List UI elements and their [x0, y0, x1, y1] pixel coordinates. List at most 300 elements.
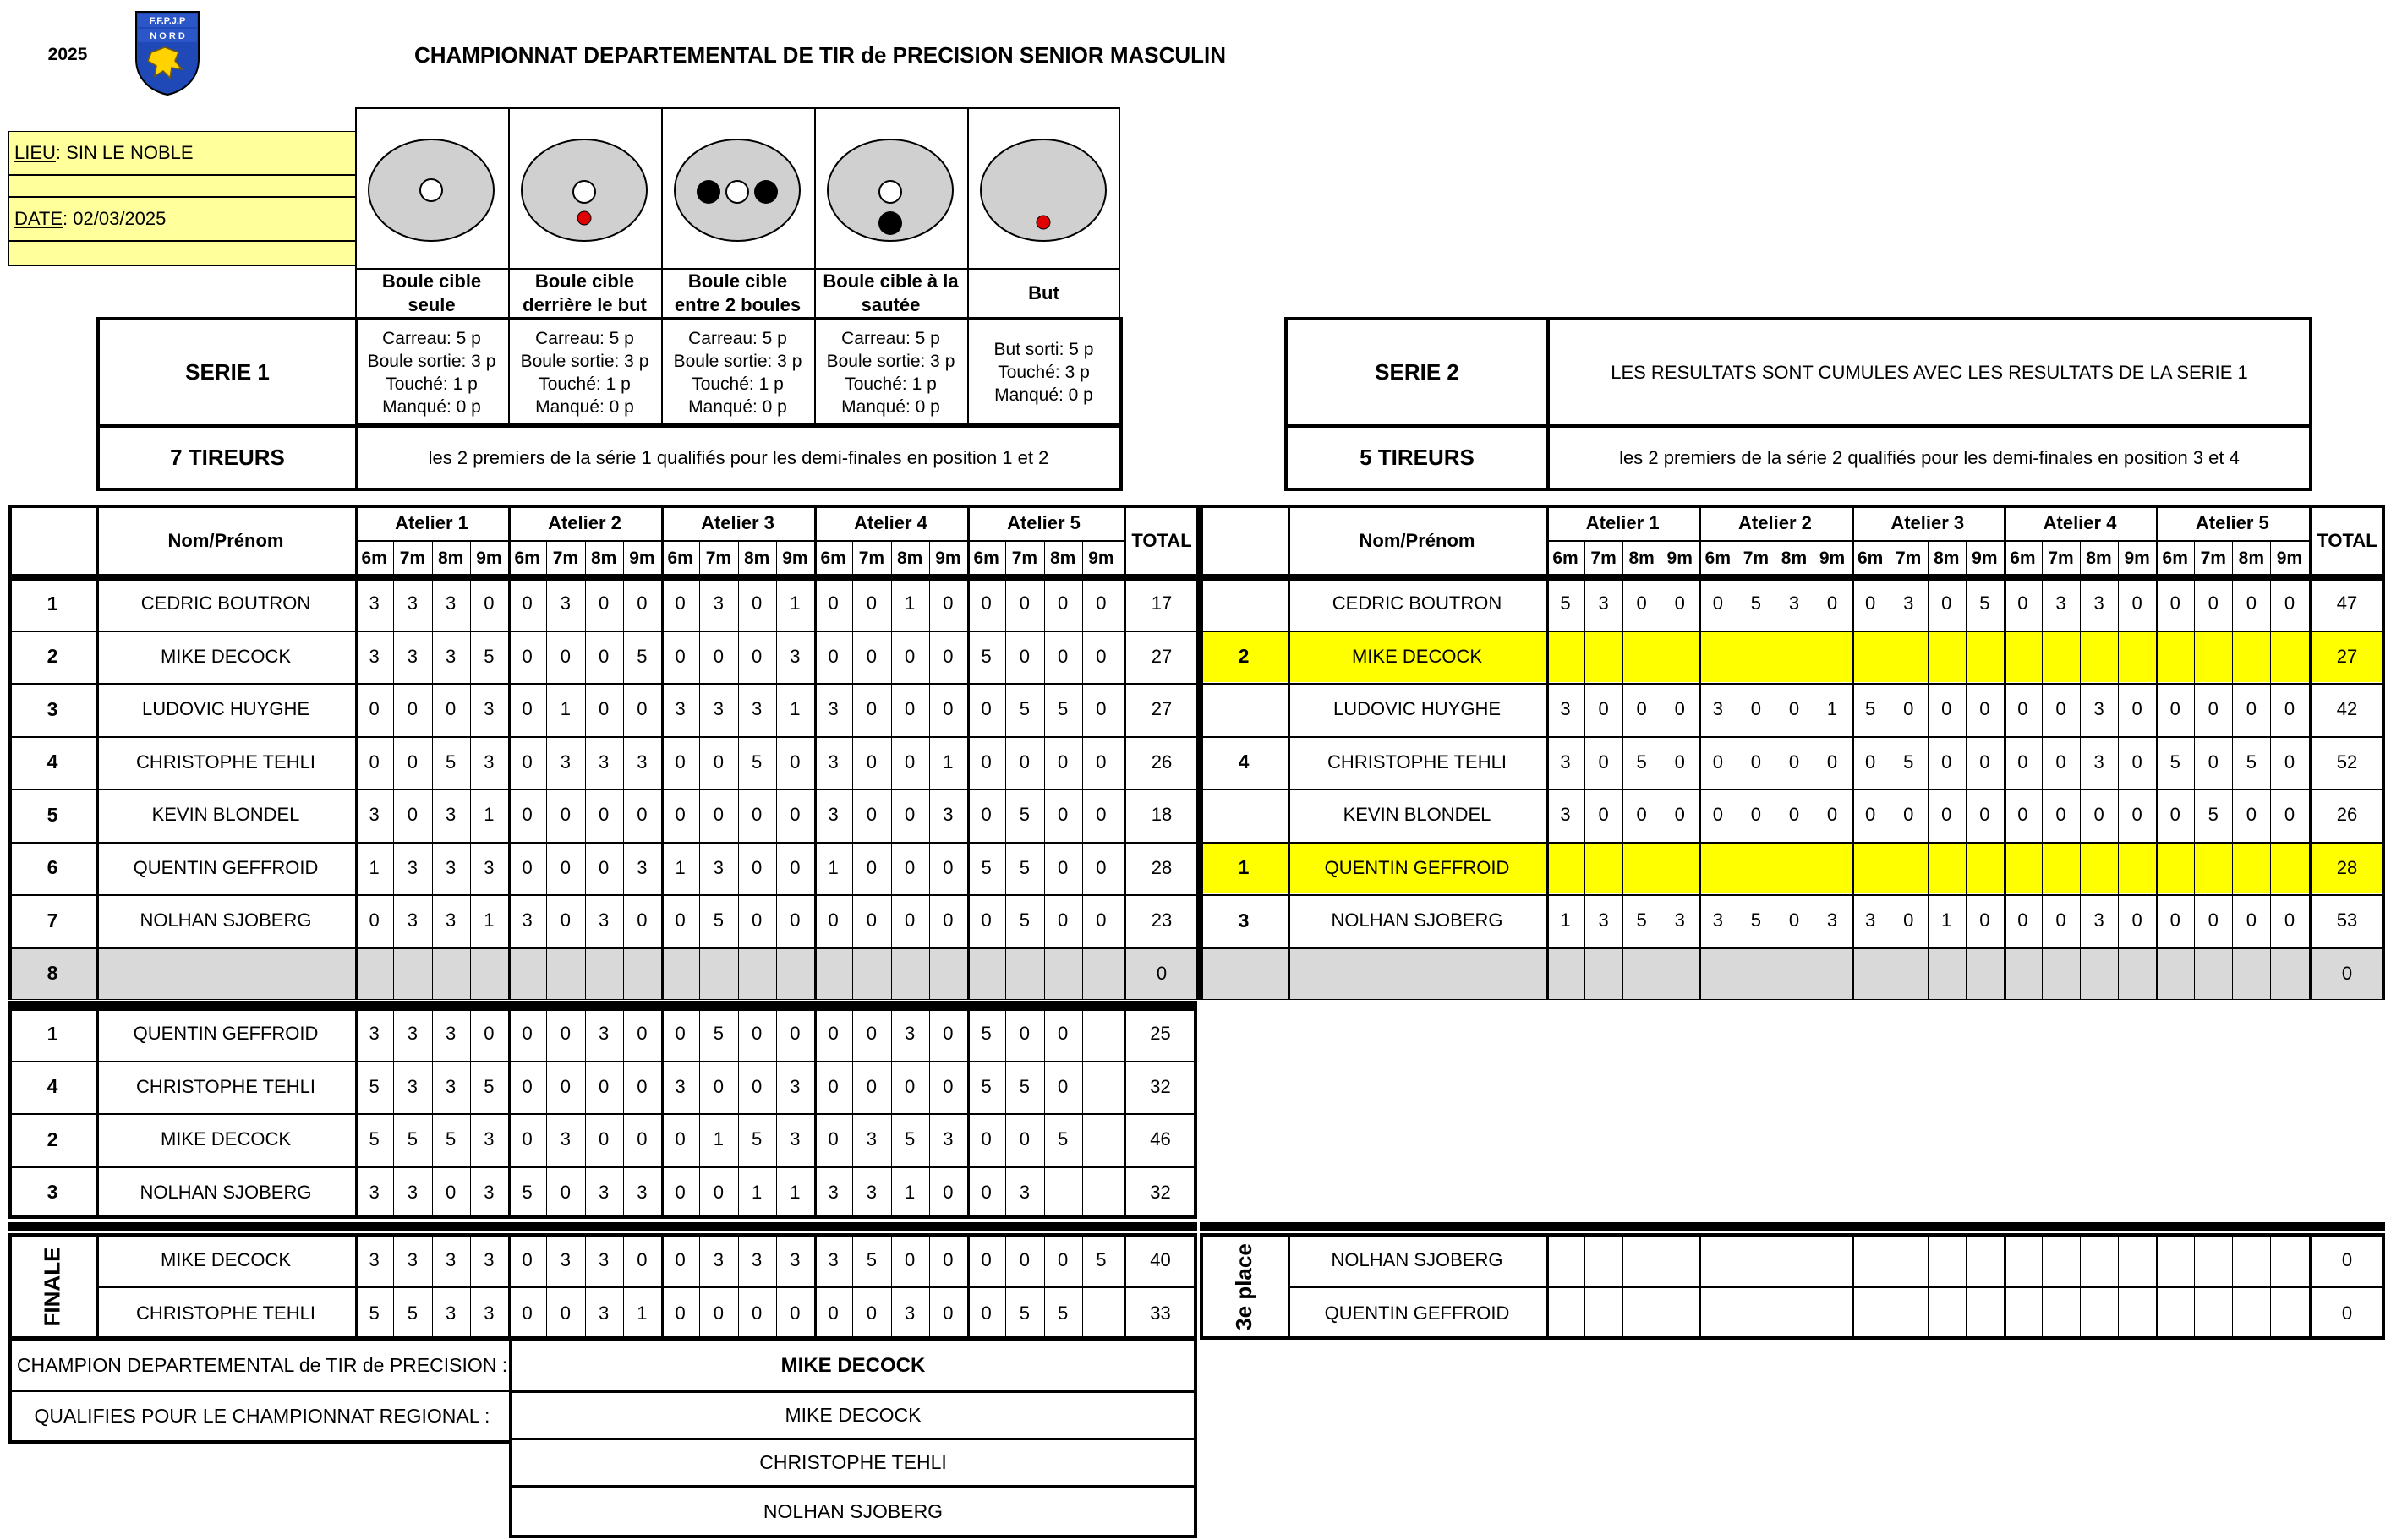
serie1-score-cell: 0: [560, 645, 571, 667]
serie1-score-cell: 0: [1019, 751, 1030, 773]
demi-total: 46: [1150, 1128, 1171, 1150]
serie2-score-cell: [2156, 947, 2194, 1001]
grid-line: [623, 1008, 624, 1219]
serie2-player-name: MIKE DECOCK: [1351, 645, 1483, 667]
serie1-score-cell: 5: [484, 645, 495, 667]
finale-total: 33: [1150, 1302, 1171, 1324]
grid-line: [738, 577, 739, 1000]
serie1-score-cell: 3: [369, 804, 380, 826]
serie2-tireurs: 5 TIREURS: [1360, 445, 1475, 470]
serie1-score-cell: 1: [484, 804, 495, 826]
serie1-score-cell: 0: [981, 909, 992, 931]
grid-line: [355, 577, 358, 1000]
serie2-score-cell: 0: [2284, 698, 2295, 720]
finale-score-cell: 3: [599, 1248, 610, 1270]
grid-line: [1124, 1233, 1126, 1340]
serie1-score-cell: 0: [637, 698, 648, 720]
finale-score-cell: 3: [484, 1302, 495, 1324]
serie2-score-cell: 0: [2208, 751, 2219, 773]
serie2-score-cell: [2194, 947, 2232, 1001]
serie1-score-cell: 0: [752, 645, 763, 667]
serie1-score-cell: 0: [407, 804, 418, 826]
serie1-distance-header: 6m: [361, 549, 387, 568]
serie2-score-cell: 3: [1712, 698, 1723, 720]
grid-line: [1005, 1008, 1006, 1219]
serie1-score-cell: 0: [943, 698, 954, 720]
serie2-score-cell: 0: [2131, 751, 2142, 773]
grid-line: [1005, 577, 1006, 1000]
demi-score-cell: 3: [407, 1181, 418, 1203]
demi-score-cell: 5: [905, 1128, 916, 1150]
serie1-score-cell: 0: [407, 751, 418, 773]
serie2-total: 47: [2336, 593, 2358, 614]
atelier-2-points: [508, 320, 661, 424]
serie1-score-cell: 3: [407, 909, 418, 931]
serie1-score-cell: 0: [866, 698, 877, 720]
finale-score-cell: 3: [790, 1248, 801, 1270]
serie2-score-cell: 0: [1941, 804, 1952, 826]
serie2-score-cell: 0: [1674, 593, 1685, 614]
serie2-score-cell: 0: [1712, 593, 1723, 614]
serie1-score-cell: 0: [943, 856, 954, 878]
serie1-score-cell: 0: [905, 698, 916, 720]
serie1-score-cell: 1: [369, 856, 380, 878]
serie1-score-cell: [852, 947, 890, 1001]
points-line: Manqué: 0 p: [841, 396, 940, 417]
serie1-score-cell: 3: [484, 856, 495, 878]
serie2-score-cell: 0: [2169, 698, 2180, 720]
demi-score-cell: 3: [790, 1075, 801, 1097]
serie2-score-cell: 0: [1788, 751, 1800, 773]
serie2-score-cell: 0: [2246, 909, 2257, 931]
grid-line: [1928, 577, 1929, 1000]
demi-score-cell: 0: [981, 1128, 992, 1150]
grid-line: [1288, 577, 1290, 1000]
serie1-score-cell: [393, 947, 431, 1001]
serie2-score-cell: 5: [1750, 593, 1762, 614]
serie1-score-cell: 0: [1096, 909, 1107, 931]
serie2-atelier-5-header: Atelier 5: [2195, 512, 2269, 533]
serie1-score-cell: 0: [1058, 593, 1069, 614]
grid-line: [967, 1233, 970, 1340]
grid-line: [432, 1008, 433, 1219]
serie2-score-cell: 0: [1826, 593, 1838, 614]
serie1-score-cell: 0: [752, 909, 763, 931]
serie2-score-cell: 0: [2131, 698, 2142, 720]
serie2-score-cell: 0: [1903, 804, 1914, 826]
serie1-score-cell: 0: [1019, 593, 1030, 614]
finale-score-cell: 3: [446, 1248, 457, 1270]
serie1-rank: 1: [47, 592, 58, 614]
points-line: Touché: 1 p: [386, 374, 478, 394]
serie2-total: 0: [2341, 962, 2353, 984]
serie1-player-name: KEVIN BLONDEL: [151, 804, 300, 826]
grid-line: [2004, 1233, 2006, 1340]
serie2-distance-header: 7m: [1590, 549, 1617, 568]
demi-score-cell: 0: [560, 1181, 571, 1203]
finale-score-cell: 1: [637, 1302, 648, 1324]
qualified-2: CHRISTOPHE TEHLI: [759, 1451, 947, 1473]
finale-score-cell: 0: [981, 1248, 992, 1270]
grid-line: [891, 577, 892, 1000]
serie2-score-cell: 0: [2246, 804, 2257, 826]
serie2-score-cell: 3: [2093, 698, 2104, 720]
grid-line: [1584, 1233, 1585, 1340]
grid-line: [508, 577, 511, 1000]
serie1-rank: 4: [47, 751, 58, 773]
serie2-score-cell: [1737, 947, 1775, 1001]
serie2-score-cell: 0: [2246, 593, 2257, 614]
serie2-score-cell: [1699, 631, 1737, 684]
serie2-distance-header: 8m: [1934, 549, 1960, 568]
finale-score-cell: 0: [637, 1248, 648, 1270]
serie1-rank: 2: [47, 645, 58, 668]
serie2-score-cell: [2004, 631, 2042, 684]
serie1-distance-header: 8m: [896, 549, 923, 568]
atelier-3-diagram-icon: [661, 107, 814, 268]
grid-line: [1288, 1233, 1290, 1340]
third-place-total: 0: [2341, 1302, 2353, 1324]
serie1-score-cell: [814, 947, 852, 1001]
demi-score-cell: 5: [407, 1128, 418, 1150]
serie2-score-cell: 0: [2208, 593, 2219, 614]
serie2-score-cell: [1661, 842, 1699, 895]
serie1-score-cell: 3: [560, 751, 571, 773]
serie2-score-cell: 0: [1750, 698, 1762, 720]
serie1-player-name: CEDRIC BOUTRON: [140, 593, 311, 614]
demi-score-cell: 3: [905, 1023, 916, 1045]
ffpjp-nord-logo: [131, 8, 204, 96]
serie1-score-cell: 0: [981, 698, 992, 720]
demi-score-cell: 3: [866, 1181, 877, 1203]
serie2-score-cell: 0: [1788, 698, 1800, 720]
serie2-score-cell: 0: [1750, 751, 1762, 773]
serie2-score-cell: 0: [2131, 909, 2142, 931]
serie1-score-cell: 0: [522, 804, 533, 826]
serie1-score-cell: 3: [828, 751, 839, 773]
serie1-score-cell: 0: [1058, 856, 1069, 878]
grid-line: [393, 577, 394, 1000]
serie1-score-cell: 3: [369, 593, 380, 614]
demi-score-cell: 5: [981, 1075, 992, 1097]
serie1-score-cell: 0: [866, 593, 877, 614]
finale-score-cell: 5: [369, 1302, 380, 1324]
serie1-score-cell: [546, 947, 584, 1001]
serie2-score-cell: 3: [1826, 909, 1838, 931]
serie2-score-cell: 3: [1598, 909, 1609, 931]
serie2-score-cell: 0: [1979, 751, 1990, 773]
champion-name: MIKE DECOCK: [780, 1353, 926, 1377]
serie2-score-cell: 0: [2055, 804, 2066, 826]
serie1-score-cell: 1: [943, 751, 954, 773]
serie1-score-cell: 1: [790, 593, 801, 614]
finale-total: 40: [1150, 1248, 1171, 1270]
grid-line: [776, 1233, 777, 1340]
serie2-total: 27: [2336, 645, 2358, 667]
demi-score-cell: 0: [675, 1023, 686, 1045]
serie2-rank: 1: [1238, 856, 1250, 879]
grid-line: [2309, 505, 2312, 577]
demi-score-cell: 0: [446, 1181, 457, 1203]
grid-line: [2194, 1233, 2195, 1340]
serie1-player-name: CHRISTOPHE TEHLI: [136, 751, 315, 773]
finale-score-cell: [1082, 1286, 1120, 1340]
serie1-score-cell: 5: [1019, 909, 1030, 931]
demi-score-cell: 0: [905, 1075, 916, 1097]
serie1-score-cell: 0: [866, 804, 877, 826]
grid-line: [1928, 1233, 1929, 1340]
grid-line: [1124, 1008, 1126, 1219]
serie1-distance-header: 8m: [590, 549, 617, 568]
serie1-score-cell: 0: [1019, 645, 1030, 667]
demi-rank: 1: [47, 1022, 58, 1045]
grid-line: [776, 1008, 777, 1219]
grid-line: [2042, 577, 2043, 1000]
serie2-score-cell: 0: [1674, 698, 1685, 720]
serie2-score-cell: 0: [2055, 698, 2066, 720]
points-line: Manqué: 0 p: [994, 385, 1093, 405]
serie1-distance-header: 8m: [1049, 549, 1076, 568]
serie1-score-cell: 5: [1019, 698, 1030, 720]
serie2-score-cell: 0: [1865, 751, 1876, 773]
demi-score-cell: 3: [866, 1128, 877, 1150]
finale-score-cell: 0: [1058, 1248, 1069, 1270]
serie1-score-cell: 0: [943, 909, 954, 931]
grid-line: [1288, 505, 1290, 577]
serie1-distance-header: 7m: [858, 549, 885, 568]
serie2-score-cell: [1775, 631, 1813, 684]
grid-line: [1044, 1008, 1045, 1219]
serie2-score-cell: [1584, 631, 1622, 684]
serie1-atelier-4-header: Atelier 4: [854, 512, 927, 533]
serie2-player-name: KEVIN BLONDEL: [1343, 804, 1491, 826]
finale-score-cell: 5: [1058, 1302, 1069, 1324]
serie1-score-cell: 0: [1096, 593, 1107, 614]
grid-line: [1082, 577, 1083, 1000]
serie2-score-cell: 3: [1712, 909, 1723, 931]
serie2-distance-header: 6m: [2010, 549, 2036, 568]
grid-line: [1082, 1008, 1083, 1219]
date-spacer: [8, 241, 357, 266]
points-line: Touché: 1 p: [539, 374, 631, 394]
serie1-rank: 6: [47, 856, 58, 879]
serie1-score-cell: 3: [484, 698, 495, 720]
serie2-score-cell: 0: [1598, 698, 1609, 720]
serie1-score-cell: 0: [790, 804, 801, 826]
serie1-score-cell: [623, 947, 661, 1001]
demi-score-cell: 0: [752, 1075, 763, 1097]
serie1-score-cell: [470, 947, 508, 1001]
serie2-score-cell: [2080, 947, 2118, 1001]
serie1-score-cell: 3: [407, 856, 418, 878]
serie1-score-cell: 3: [522, 909, 533, 931]
serie1-score-cell: 0: [905, 909, 916, 931]
serie2-distance-header: 7m: [2200, 549, 2226, 568]
date-label: DATE: [14, 208, 63, 229]
atelier-5-points: [967, 320, 1120, 424]
demi-player-name: MIKE DECOCK: [160, 1128, 292, 1150]
demi-score-cell: 0: [1019, 1023, 1030, 1045]
serie2-score-cell: 0: [1712, 751, 1723, 773]
serie2-score-cell: [1966, 631, 2004, 684]
serie2-score-cell: 0: [1788, 804, 1800, 826]
serie2-player-name: NOLHAN SJOBERG: [1331, 909, 1503, 931]
serie1-score-cell: 0: [1058, 909, 1069, 931]
serie1-score-cell: 3: [790, 645, 801, 667]
serie1-score-cell: 1: [560, 698, 571, 720]
serie2-score-cell: 0: [2131, 804, 2142, 826]
serie2-score-cell: [1699, 842, 1737, 895]
demi-score-cell: 3: [790, 1128, 801, 1150]
demi-score-cell: 3: [599, 1181, 610, 1203]
points-line: But sorti: 5 p: [993, 340, 1094, 359]
serie1-score-cell: 0: [713, 804, 724, 826]
grid-line: [393, 1008, 394, 1219]
finale-score-cell: 0: [866, 1302, 877, 1324]
serie2-atelier-2-header: Atelier 2: [1738, 512, 1812, 533]
serie1-score-cell: 3: [446, 593, 457, 614]
demi-score-cell: 0: [522, 1023, 533, 1045]
serie1-score-cell: 0: [866, 856, 877, 878]
serie2-score-cell: 3: [1903, 593, 1914, 614]
finale-score-cell: 0: [790, 1302, 801, 1324]
serie2-distance-header: 9m: [2124, 549, 2150, 568]
demi-score-cell: 3: [369, 1023, 380, 1045]
champion-label: CHAMPION DEPARTEMENTAL de TIR de PRECISION :: [16, 1354, 508, 1376]
serie1-score-cell: 3: [446, 804, 457, 826]
grid-line: [2080, 577, 2081, 1000]
serie2-score-cell: 3: [2093, 751, 2104, 773]
demi-score-cell: 5: [752, 1128, 763, 1150]
grid-line: [2118, 1233, 2119, 1340]
serie1-distance-header: 7m: [705, 549, 732, 568]
serie2-score-cell: 0: [2246, 698, 2257, 720]
grid-line: [929, 1233, 930, 1340]
serie1-score-cell: [508, 947, 546, 1001]
demi-rank: 3: [47, 1181, 58, 1204]
grid-line: [2194, 577, 2195, 1000]
serie2-score-cell: 3: [1560, 698, 1571, 720]
points-line: Carreau: 5 p: [688, 328, 787, 348]
grid-line: [699, 1233, 700, 1340]
lieu-label: LIEU: [14, 142, 56, 163]
demi-score-cell: 5: [369, 1128, 380, 1150]
serie2-score-cell: [1546, 947, 1584, 1001]
third-place-player-name: NOLHAN SJOBERG: [1331, 1248, 1503, 1270]
serie2-score-cell: [1890, 842, 1928, 895]
grid-line: [1852, 1233, 1854, 1340]
serie1-score-cell: 0: [522, 856, 533, 878]
serie1-score-cell: 0: [1058, 645, 1069, 667]
demi-rank: 4: [47, 1075, 58, 1098]
qualified-3: NOLHAN SJOBERG: [763, 1499, 944, 1522]
grid-line: [8, 1001, 1197, 1008]
serie1-score-cell: 0: [943, 645, 954, 667]
serie1-player-name: [96, 947, 355, 1001]
serie2-score-cell: [1584, 947, 1622, 1001]
points-line: Manqué: 0 p: [688, 396, 787, 417]
finale-score-cell: 3: [828, 1248, 839, 1270]
demi-score-cell: 5: [1019, 1075, 1030, 1097]
serie1-score-cell: 0: [369, 751, 380, 773]
grid-line: [1124, 505, 1126, 577]
serie1-total: 27: [1151, 645, 1173, 667]
finale-score-cell: 0: [675, 1302, 686, 1324]
serie2-score-cell: [1622, 631, 1661, 684]
serie2-score-cell: 3: [1674, 909, 1685, 931]
serie2-score-cell: [1852, 842, 1890, 895]
grid-line: [470, 577, 471, 1000]
demi-player-name: CHRISTOPHE TEHLI: [136, 1075, 315, 1097]
demi-score-cell: 0: [713, 1075, 724, 1097]
grid-line: [1546, 1233, 1549, 1340]
grid-line: [891, 1233, 892, 1340]
serie2-score-cell: [1622, 842, 1661, 895]
grid-line: [776, 577, 777, 1000]
serie2-score-cell: 0: [1636, 698, 1647, 720]
serie1-score-cell: 0: [675, 751, 686, 773]
serie1-score-cell: 0: [752, 856, 763, 878]
serie1-score-cell: [355, 947, 393, 1001]
serie1-score-cell: 3: [828, 804, 839, 826]
demi-score-cell: 0: [637, 1075, 648, 1097]
serie1-score-cell: 0: [369, 909, 380, 931]
demi-score-cell: [1082, 1008, 1120, 1061]
serie1-score-cell: 1: [675, 856, 686, 878]
finale-label-cell: [8, 1233, 96, 1340]
demi-score-cell: 0: [522, 1075, 533, 1097]
grid-line: [470, 1233, 471, 1340]
demi-score-cell: 3: [484, 1181, 495, 1203]
serie2-score-cell: 0: [2208, 698, 2219, 720]
serie2-score-cell: [1584, 842, 1622, 895]
grid-line: [2270, 1233, 2271, 1340]
serie2-score-cell: [2042, 631, 2080, 684]
serie1-score-cell: 5: [981, 856, 992, 878]
serie2-score-cell: 0: [1979, 804, 1990, 826]
demi-score-cell: 0: [943, 1075, 954, 1097]
serie1-score-cell: [699, 947, 737, 1001]
grid-line: [585, 577, 586, 1000]
serie1-score-cell: 0: [752, 593, 763, 614]
serie1-score-cell: [1044, 947, 1082, 1001]
serie2-score-cell: 0: [1598, 804, 1609, 826]
grid-line: [1966, 577, 1967, 1000]
grid-line: [1699, 577, 1701, 1000]
serie2-total: 53: [2336, 909, 2358, 931]
serie1-distance-header: 9m: [1088, 549, 1114, 568]
svg-text:N O R D: N O R D: [150, 31, 185, 41]
grid-line: [96, 505, 99, 577]
serie1-score-cell: 3: [943, 804, 954, 826]
serie2-score-cell: 0: [1826, 751, 1838, 773]
grid-line: [661, 577, 664, 1000]
serie2-score-cell: 1: [1560, 909, 1571, 931]
grid-line: [1005, 1233, 1006, 1340]
serie1-score-cell: 0: [1096, 751, 1107, 773]
serie1-distance-header: 7m: [399, 549, 426, 568]
serie2-score-cell: 0: [2169, 593, 2180, 614]
serie1-score-cell: 3: [713, 593, 724, 614]
serie1-score-cell: 5: [446, 751, 457, 773]
serie1-score-cell: 0: [560, 909, 571, 931]
qualified-1: MIKE DECOCK: [785, 1404, 922, 1426]
demi-score-cell: 3: [446, 1075, 457, 1097]
serie1-score-cell: 0: [790, 909, 801, 931]
serie1-distance-header: 9m: [782, 549, 808, 568]
grid-line: [891, 1008, 892, 1219]
grid-line: [2309, 1233, 2312, 1340]
